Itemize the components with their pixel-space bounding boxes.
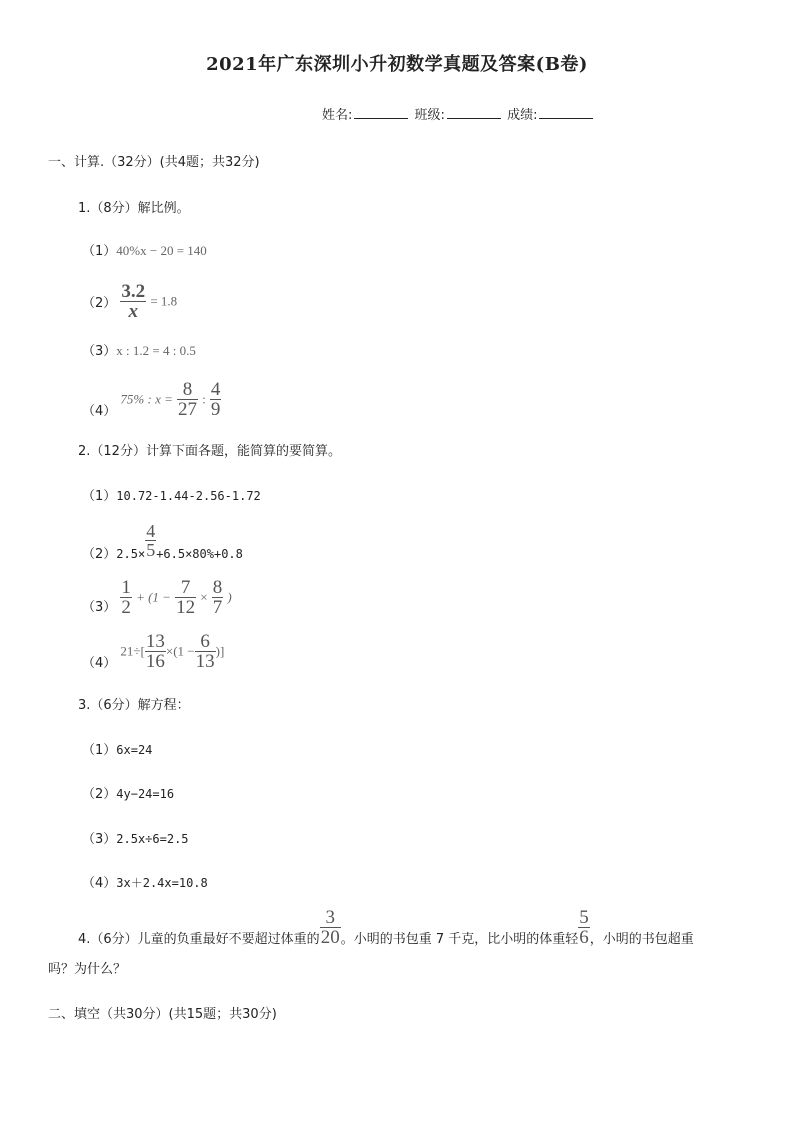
expression-part: + (1 − bbox=[136, 589, 171, 605]
question-text: 。小明的书包重 7 千克，比小明的体重轻 bbox=[340, 932, 579, 947]
numerator: 6 bbox=[200, 631, 210, 652]
q2-item-1 bbox=[82, 485, 261, 504]
fraction bbox=[195, 632, 216, 671]
expression-part: ) bbox=[227, 589, 232, 605]
equation: 6x=24 bbox=[116, 743, 153, 757]
question-4 bbox=[78, 908, 694, 947]
q3-item-1 bbox=[82, 739, 152, 758]
fraction bbox=[210, 380, 222, 419]
item-number: （4） bbox=[82, 404, 117, 419]
denominator: 12 bbox=[176, 597, 196, 618]
equation: 4y−24=16 bbox=[116, 787, 175, 801]
equation: x : 1.2 = 4 : 0.5 bbox=[116, 343, 196, 358]
name-blank bbox=[354, 106, 408, 119]
question-text: ，小明的书包超重 bbox=[589, 932, 694, 947]
numerator: 5 bbox=[579, 907, 589, 928]
item-number: （3） bbox=[82, 600, 117, 615]
expression-part: 21÷[ bbox=[120, 643, 145, 659]
class-blank bbox=[447, 106, 501, 119]
numerator: 4 bbox=[146, 521, 156, 541]
item-number: （2） bbox=[82, 547, 117, 562]
q3-item-3 bbox=[82, 828, 189, 847]
page-title: 2021年广东深圳小升初数学真题及答案(B卷) bbox=[206, 54, 588, 75]
class-label: 班级: bbox=[414, 108, 445, 123]
q1-item-3 bbox=[82, 340, 196, 359]
item-number: （2） bbox=[82, 787, 117, 802]
fraction bbox=[145, 632, 166, 671]
item-number: （3） bbox=[82, 344, 117, 359]
equation-lhs: 75% : x = bbox=[120, 391, 173, 407]
numerator: 8 bbox=[212, 577, 223, 598]
item-number: （3） bbox=[82, 832, 117, 847]
score-label: 成绩: bbox=[507, 108, 538, 123]
score-blank bbox=[539, 106, 593, 119]
question-3-label: 3.（6分）解方程： bbox=[78, 698, 190, 713]
student-info bbox=[322, 104, 595, 123]
denominator: 2 bbox=[121, 597, 131, 618]
equation-rhs: = 1.8 bbox=[150, 293, 178, 309]
item-number: （2） bbox=[82, 296, 117, 311]
question-text: 4.（6分）儿童的负重最好不要超过体重的 bbox=[78, 932, 320, 947]
numerator: 4 bbox=[210, 379, 221, 400]
fraction bbox=[320, 908, 341, 947]
equation: 40%x − 20 = 140 bbox=[116, 243, 207, 258]
item-number: （4） bbox=[82, 656, 117, 671]
fraction bbox=[120, 578, 132, 617]
equation: 3x＋2.4x=10.8 bbox=[116, 876, 208, 890]
section-1-heading: 一、计算.（32分）(共4题；共32分) bbox=[48, 155, 260, 170]
question-2-label: 2.（12分）计算下面各题，能简算的要简算。 bbox=[78, 444, 341, 459]
denominator: 20 bbox=[320, 927, 340, 948]
denominator: x bbox=[120, 301, 146, 321]
denominator: 13 bbox=[195, 651, 215, 672]
numerator: 3 bbox=[325, 907, 335, 928]
name-label: 姓名: bbox=[322, 108, 353, 123]
numerator: 3.2 bbox=[121, 281, 146, 302]
expression-part: ×(1 − bbox=[165, 643, 195, 659]
expression: 10.72-1.44-2.56-1.72 bbox=[116, 489, 261, 503]
ratio-sign: : bbox=[202, 391, 206, 407]
numerator: 1 bbox=[121, 577, 131, 598]
denominator: 5 bbox=[146, 540, 156, 560]
fraction bbox=[177, 380, 198, 419]
equation: 2.5x÷6=2.5 bbox=[116, 832, 189, 846]
question-4-line-2: 吗？为什么？ bbox=[48, 962, 127, 977]
fraction bbox=[578, 908, 590, 947]
denominator: 16 bbox=[145, 651, 165, 672]
section-2-heading: 二、填空（共30分）(共15题；共30分) bbox=[48, 1007, 277, 1022]
q2-item-2 bbox=[82, 522, 243, 562]
item-number: （1） bbox=[82, 489, 117, 504]
expression-part: +6.5×80%+0.8 bbox=[156, 547, 243, 561]
q1-item-4 bbox=[82, 380, 221, 419]
denominator: 9 bbox=[210, 399, 221, 420]
expression-part: )] bbox=[215, 643, 225, 659]
fraction bbox=[212, 578, 224, 617]
question-1-label: 1.（8分）解比例。 bbox=[78, 201, 190, 216]
item-number: （1） bbox=[82, 244, 117, 259]
fraction bbox=[145, 522, 156, 559]
item-number: （1） bbox=[82, 743, 117, 758]
denominator: 7 bbox=[212, 597, 223, 618]
denominator: 27 bbox=[178, 399, 198, 420]
numerator: 7 bbox=[180, 577, 191, 598]
expression-part: 2.5× bbox=[116, 547, 146, 561]
numerator: 13 bbox=[145, 631, 165, 652]
times-sign: × bbox=[200, 589, 208, 605]
q3-item-2 bbox=[82, 783, 174, 802]
item-number: （4） bbox=[82, 876, 117, 891]
q2-item-4 bbox=[82, 632, 224, 671]
denominator: 6 bbox=[579, 927, 589, 948]
q2-item-3 bbox=[82, 578, 232, 617]
q1-item-2 bbox=[82, 282, 177, 321]
q1-item-1 bbox=[82, 240, 207, 259]
q3-item-4 bbox=[82, 872, 208, 891]
fraction bbox=[175, 578, 196, 617]
fraction bbox=[120, 282, 146, 321]
numerator: 8 bbox=[182, 379, 193, 400]
